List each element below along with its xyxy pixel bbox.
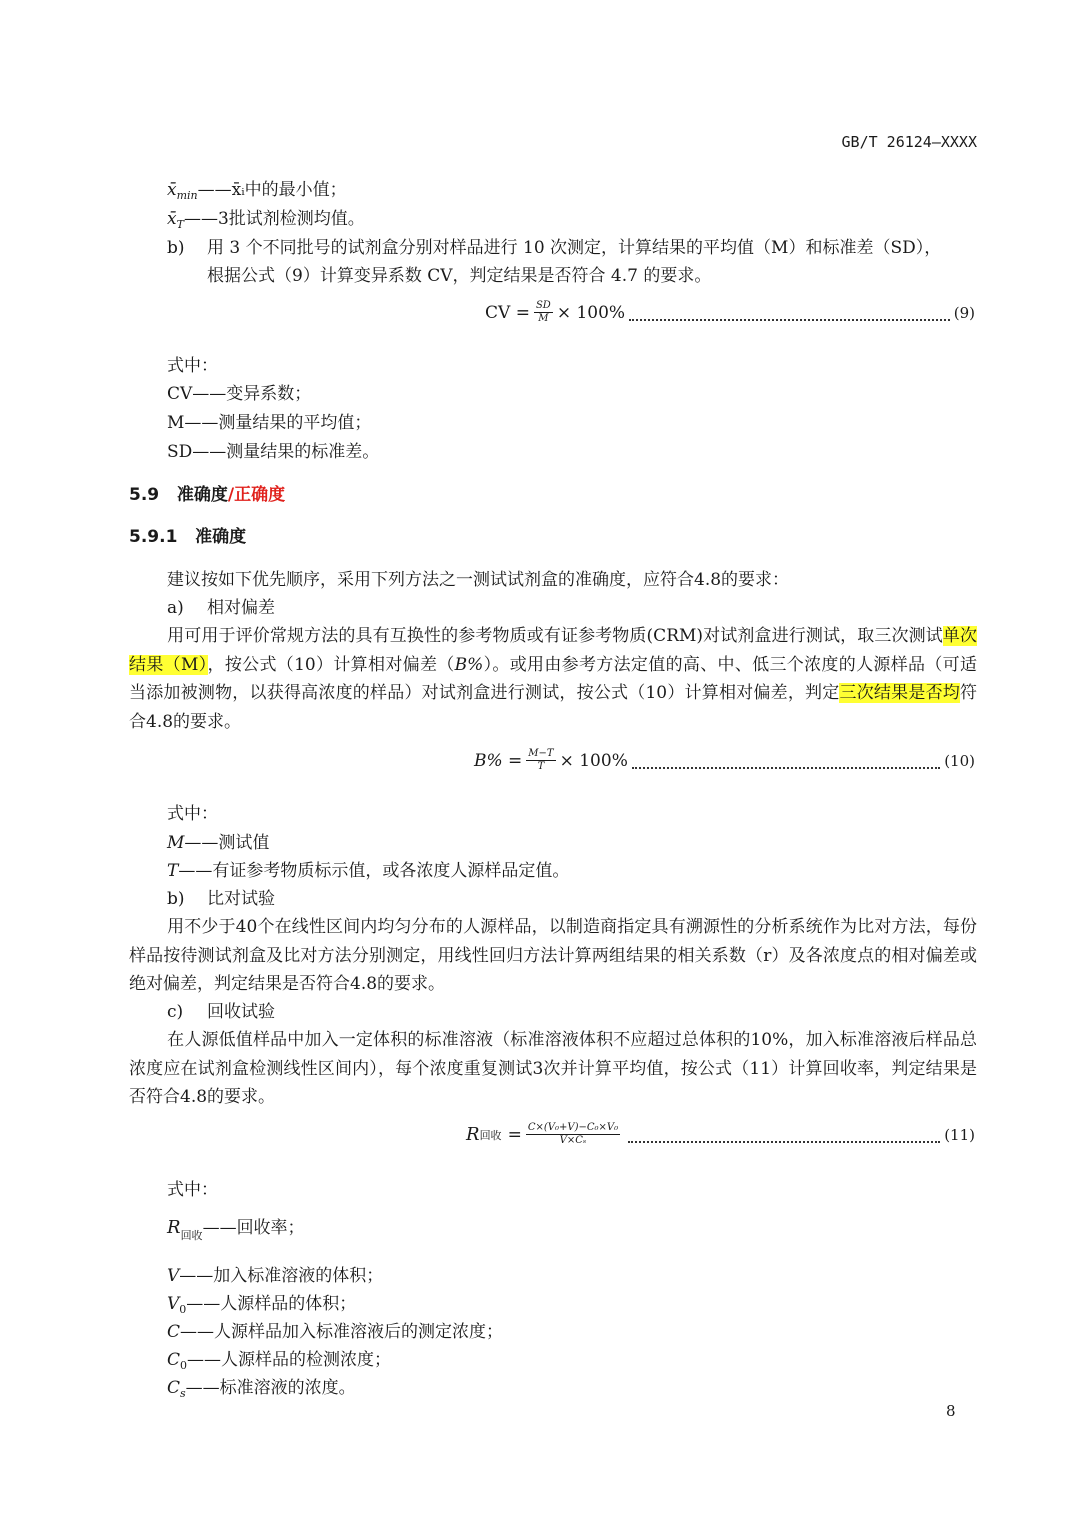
def-x-t-symbol: x̄ (167, 209, 177, 229)
where-11-r-symbol: R (167, 1217, 181, 1238)
formula-11-denominator: V×Cₛ (559, 1135, 587, 1146)
section-5-9-1-heading (129, 523, 246, 551)
formula-11-fraction (526, 1122, 620, 1147)
formula-9-rhs: × 100% (556, 302, 626, 323)
where-11-cs-text: ——标准溶液的浓度。 (185, 1378, 356, 1398)
where-11-def-c (167, 1318, 503, 1346)
section-5-9-1-number: 5.9.1 (129, 527, 178, 547)
section-5-9-title-a: 准确度 (176, 485, 228, 505)
formula-10-lhs: B% = (474, 750, 523, 771)
item-b-marker: b) (167, 238, 185, 258)
formula-9-numerator: SD (535, 300, 551, 311)
def-x-min-sub: min (176, 189, 198, 202)
where-11-label: 式中： (167, 1180, 218, 1200)
para-a-part2: ，按公式（10）计算相对偏差（ (207, 654, 455, 675)
formula-10-number: (10) (944, 751, 975, 770)
formula-11-numerator: C×(V₀+V)−C₀×V₀ (527, 1122, 619, 1133)
formula-10-numerator: M−T (528, 748, 554, 759)
formula-11-lhs-sub: 回收 (479, 1128, 502, 1142)
paragraph-comparison (129, 913, 977, 999)
where-11-def-v (167, 1262, 383, 1290)
formula-11-number: (11) (944, 1125, 975, 1144)
formula-10-denominator: T (537, 761, 545, 772)
paragraph-recovery (129, 1026, 977, 1112)
where-11-cs-sub: s (180, 1387, 186, 1400)
item-b2-marker: b) (167, 889, 185, 909)
where-10-m-symbol: M (167, 833, 185, 853)
section-5-9-1-title: 准确度 (195, 527, 247, 547)
section-5-9-title-b: /正确度 (227, 485, 286, 505)
formula-11 (466, 1122, 975, 1147)
item-b-line2: 根据公式（9）计算变异系数 CV，判定结果是否符合 4.7 的要求。 (207, 266, 712, 286)
formula-9 (485, 300, 975, 325)
where-11-def-r (167, 1214, 305, 1250)
where-11-c-text: ——人源样品加入标准溶液后的测定浓度； (180, 1322, 504, 1342)
para-a-part1: 用可用于评价常规方法的具有互换性的参考物质或有证参考物质(CRM)对试剂盒进行测试，取三次测试 (167, 626, 943, 646)
where-10-t-symbol: T (167, 861, 179, 881)
where-11-cs-symbol: C (167, 1378, 181, 1398)
para-a-highlight1: 单次结果（M） (129, 626, 977, 675)
where-10-m-text: ——测试值 (184, 833, 270, 853)
formula-10-leader-dots (632, 753, 940, 769)
where-11-v0-sub: 0 (179, 1303, 187, 1316)
item-a-title: 相对偏差 (207, 598, 275, 618)
def-x-t-sub: T (176, 218, 184, 231)
where-11-c0-sub: 0 (180, 1359, 188, 1372)
section-5-9-heading (129, 481, 285, 509)
where-11-v0-symbol: V (167, 1294, 180, 1314)
where-11-def-cs (167, 1374, 356, 1408)
formula-9-fraction (534, 300, 553, 325)
formula-9-lhs: CV = (485, 302, 530, 323)
where-11-c-symbol: C (167, 1322, 181, 1342)
para-c-text: 在人源低值样品中加入一定体积的标准溶液（标准溶液体积不应超过总体积的10%，加入标准溶液后样品总浓度应在试剂盒检测线性区间内），每个浓度重复测试3次并计算平均值，按公式（11）计算回收率，判定结果是否符合4.8的要求。 (129, 1030, 977, 1107)
item-c-marker: c) (167, 1002, 184, 1022)
def-x-t-text: ——3批试剂检测均值。 (183, 209, 365, 229)
item-a-marker: a) (167, 598, 184, 618)
formula-9-denominator: M (538, 313, 549, 324)
para-a-highlight2: 三次结果是否均 (839, 683, 960, 703)
standard-code-header: GB/T 26124—XXXX (841, 133, 977, 151)
para-a-part4: 符合4.8的要求。 (129, 683, 977, 732)
where-10-label: 式中： (167, 804, 218, 824)
where-10-def-t (167, 857, 569, 885)
formula-11-lhs: R (466, 1124, 480, 1145)
item-b2-title: 比对试验 (207, 889, 275, 909)
item-c-title: 回收试验 (207, 1002, 275, 1022)
def-x-min-text: ——x̄ᵢ中的最小值； (197, 180, 347, 200)
intro-paragraph: 建议按如下优先顺序，采用下列方法之一测试试剂盒的准确度，应符合4.8的要求： (167, 570, 790, 590)
where-10-def-m (167, 829, 269, 857)
formula-11-equals: = (507, 1124, 522, 1145)
formula-11-leader-dots (628, 1127, 940, 1143)
where-11-v-text: ——加入标准溶液的体积； (179, 1266, 384, 1286)
section-5-9-number: 5.9 (129, 485, 160, 505)
where-11-v0-text: ——人源样品的体积； (186, 1294, 357, 1314)
formula-9-number: (9) (953, 303, 975, 322)
para-a-part3: ）。或用由参考方法定值的高、中、低三个浓度的人源样品（可适当添加被测物，以获得高浓度的样品）对试剂盒进行测试，按公式（10）计算相对偏差，判定 (129, 654, 977, 703)
where-9-def-sd: SD——测量结果的标准差。 (167, 442, 380, 462)
page-number: 8 (946, 1402, 956, 1420)
where-11-v-symbol: V (167, 1266, 180, 1286)
where-11-r-text: ——回收率； (202, 1218, 305, 1238)
para-a-b-symbol: B% (454, 654, 484, 675)
where-9-def-m: M——测量结果的平均值； (167, 413, 372, 433)
where-11-c0-text: ——人源样品的检测浓度； (187, 1350, 392, 1370)
where-11-c0-symbol: C (167, 1350, 181, 1370)
formula-10-rhs: × 100% (559, 750, 628, 771)
formula-9-leader-dots (629, 305, 950, 321)
formula-10 (474, 748, 975, 773)
where-10-t-text: ——有证参考物质标示值，或各浓度人源样品定值。 (178, 861, 570, 881)
where-11-r-sub: 回收 (180, 1229, 203, 1242)
paragraph-relative-bias (129, 622, 977, 736)
para-b-text: 用不少于40个在线性区间内均匀分布的人源样品，以制造商指定具有溯源性的分析系统作为比对方法，每份样品按待测试剂盒及比对方法分别测定，用线性回归方法计算两组结果的相关系数（r）及各浓度点的相对偏差或绝对偏差，判定结果是否符合4.8的要求。 (129, 917, 977, 994)
formula-10-fraction (526, 748, 555, 773)
where-9-label: 式中： (167, 356, 218, 376)
where-9-def-cv: CV——变异系数； (167, 384, 312, 404)
item-b-line1: 用 3 个不同批号的试剂盒分别对样品进行 10 次测定，计算结果的平均值（M）和标准差（SD）， (207, 238, 942, 258)
def-x-min-symbol: x̄ (167, 180, 177, 200)
